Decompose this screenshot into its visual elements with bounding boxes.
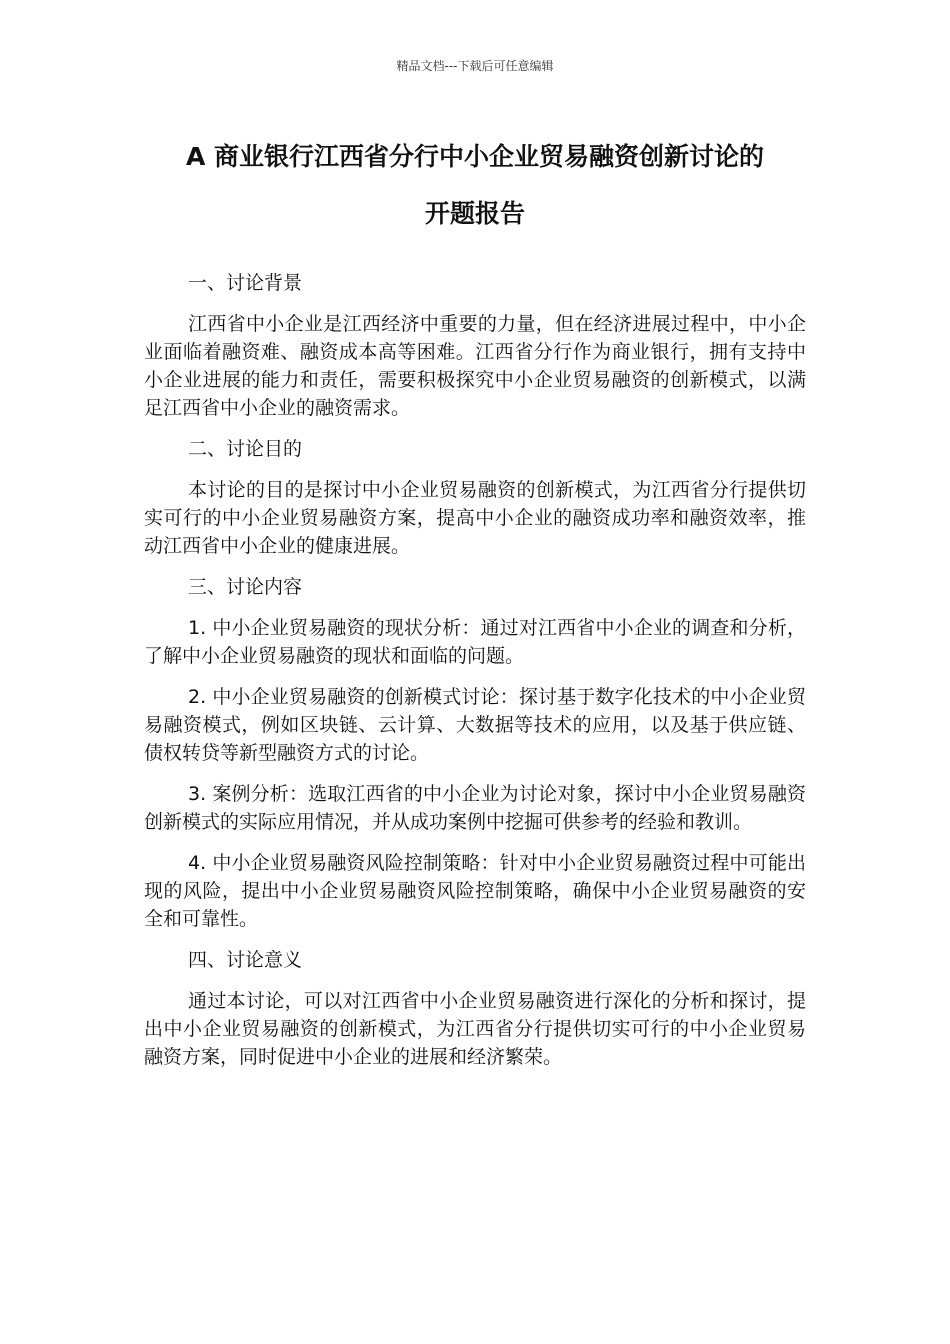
section-heading-background: 一、讨论背景 (188, 272, 303, 294)
document-body (144, 269, 806, 1084)
paragraph-content-item-4: 4. 中小企业贸易融资风险控制策略：针对中小企业贸易融资过程中可能出现的风险，提出中小企业贸易融资风险控制策略，确保中小企业贸易融资的安全和可靠性。 (144, 852, 806, 930)
paragraph-content-item-1: 1. 中小企业贸易融资的现状分析：通过对江西省中小企业的调查和分析，了解中小企业贸易融资的现状和面临的问题。 (144, 617, 806, 667)
document-title-line-1: A 商业银行江西省分行中小企业贸易融资创新讨论的 (185, 142, 765, 171)
document-title (120, 128, 830, 242)
paragraph-content-item-2: 2. 中小企业贸易融资的创新模式讨论：探讨基于数字化技术的中小企业贸易融资模式，例如区块链、云计算、大数据等技术的应用，以及基于供应链、债权转贷等新型融资方式的讨论。 (144, 686, 806, 764)
document-title-line-2: 开题报告 (424, 199, 525, 228)
paragraph-content-item-3: 3. 案例分析：选取江西省的中小企业为讨论对象，探讨中小企业贸易融资创新模式的实际应用情况，并从成功案例中挖掘可供参考的经验和教训。 (144, 783, 806, 833)
section-heading-content: 三、讨论内容 (188, 576, 303, 598)
paragraph-purpose: 本讨论的目的是探讨中小企业贸易融资的创新模式，为江西省分行提供切实可行的中小企业贸易融资方案，提高中小企业的融资成功率和融资效率，推动江西省中小企业的健康进展。 (144, 479, 806, 557)
section-heading-significance: 四、讨论意义 (188, 949, 303, 971)
paragraph-background: 江西省中小企业是江西经济中重要的力量，但在经济进展过程中，中小企业面临着融资难、融资成本高等困难。江西省分行作为商业银行，拥有支持中小企业进展的能力和责任，需要积极探究中小企业贸易融资的创新模式，以满足江西省中小企业的融资需求。 (144, 313, 806, 419)
page-header: 精品文档---下载后可任意编辑 (396, 59, 554, 73)
paragraph-significance: 通过本讨论，可以对江西省中小企业贸易融资进行深化的分析和探讨，提出中小企业贸易融资的创新模式，为江西省分行提供切实可行的中小企业贸易融资方案，同时促进中小企业的进展和经济繁荣。 (144, 990, 806, 1068)
section-heading-purpose: 二、讨论目的 (188, 438, 303, 460)
